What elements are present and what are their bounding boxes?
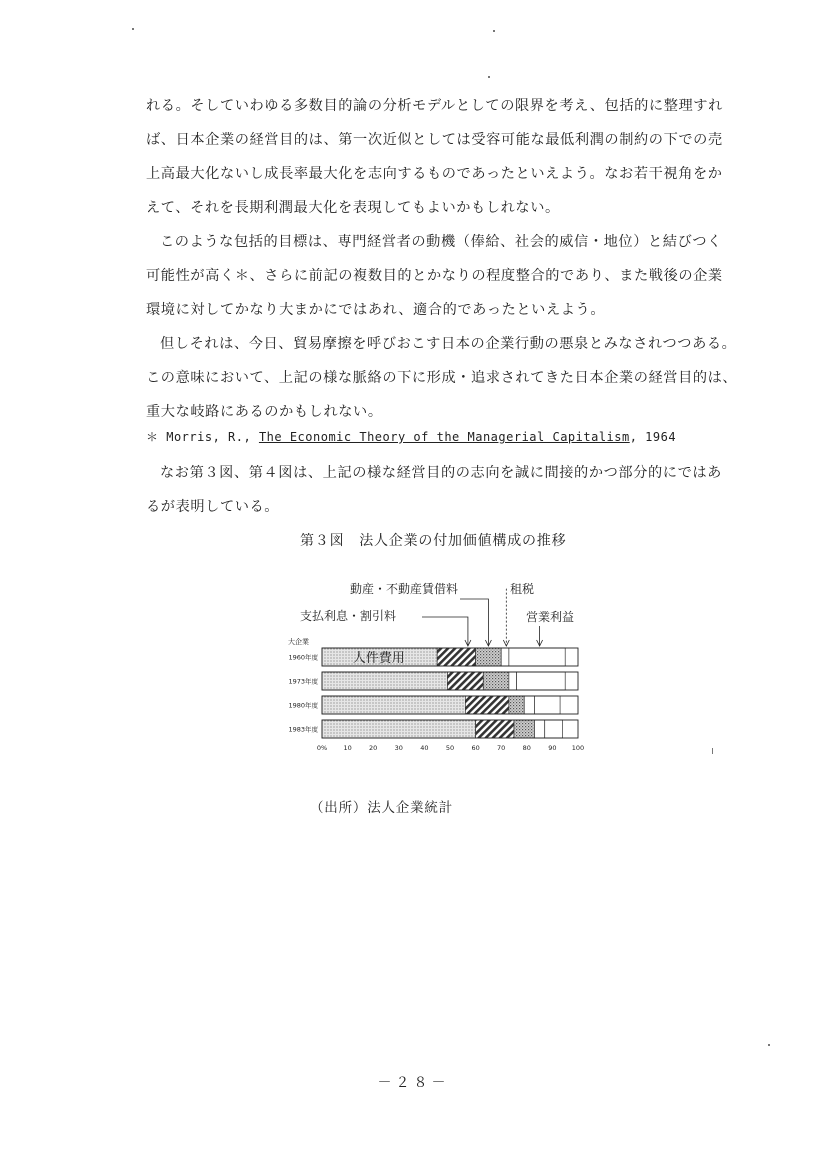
text-line: 可能性が高く＊、さらに前記の複数目的とかなりの程度整合的であり、また戦後の企業 (146, 268, 723, 284)
bar-segment (322, 696, 465, 714)
text-line: 重大な岐路にあるのかもしれない。 (146, 404, 383, 420)
x-tick-label: 0% (316, 744, 328, 752)
x-tick-label: 60 (471, 744, 480, 752)
legend-label: 営業利益 (526, 610, 575, 624)
paragraph-1 (146, 89, 756, 225)
text-line: ば、日本企業の経営目的は、第一次近似としては受容可能な最低利潤の制約の下での売 (146, 132, 723, 148)
text-line: 但しそれは、今日、貿易摩擦を呼びおこす日本の企業行動の悪泉とみなされつつある。 (160, 336, 737, 352)
text-line: このような包括的目標は、専門経営者の動機（俸給、社会的威信・地位）と結びつく (160, 234, 722, 250)
legend-leader-line (460, 599, 488, 646)
bars-layer (322, 648, 578, 738)
scan-speck (768, 1044, 770, 1046)
paragraph-4 (146, 456, 756, 524)
legend-leader-line (422, 617, 468, 646)
footnote-suffix: , 1964 (629, 430, 677, 444)
bar-segment (514, 720, 534, 738)
figure-title: 第３図 法人企業の付加価値構成の推移 (300, 533, 567, 549)
text-line: なお第３図、第４図は、上記の様な経営目的の志向を誠に間接的かつ部分的にではあ (160, 465, 722, 481)
x-tick-label: 100 (571, 744, 585, 752)
x-tick-label: 90 (548, 744, 557, 752)
category-label: 1973年度 (288, 677, 318, 686)
text-line: えて、それを長期利潤最大化を表現してもよいかもしれない。 (146, 200, 560, 216)
paragraph-2 (146, 225, 756, 327)
figure-source: （出所）法人企業統計 (310, 800, 453, 816)
legend-label: 租税 (510, 582, 535, 596)
legend-layer (300, 581, 574, 646)
legend-label: 支払利息・割引料 (300, 609, 397, 623)
bar-segment (545, 720, 563, 738)
scan-speck (132, 28, 134, 30)
category-label: 1980年度 (288, 701, 318, 710)
x-tick-label: 40 (420, 744, 429, 752)
bar-segment (501, 648, 509, 666)
footnote-prefix: ＊ Morris, R., (146, 430, 252, 444)
category-label: 1983年度 (288, 725, 318, 734)
x-tick-label: 50 (445, 744, 455, 752)
bar-segment (322, 672, 447, 690)
row-group-label: 大企業 (288, 638, 309, 646)
text-line: れる。そしていわゆる多数目的論の分析モデルとしての限界を考え、包括的に整理すれ (146, 98, 723, 114)
text-line: 環境に対してかなり大まかにではあれ、適合的であったといえよう。 (146, 302, 606, 318)
bar-segment (509, 648, 565, 666)
bar-annotation: 人件費用 (352, 651, 405, 666)
bar-segment (465, 696, 509, 714)
text-line: 上高最大化ないし成長率最大化を志向するものであったといえよう。なお若干視角をか (146, 166, 723, 182)
x-tick-label: 20 (369, 744, 378, 752)
bar-segment (476, 720, 514, 738)
category-label: 1960年度 (288, 653, 318, 662)
text-line: この意味において、上記の様な脈絡の下に形成・追求されてきた日本企業の経営目的は、 (146, 370, 738, 386)
text-line: るが表明している。 (146, 499, 280, 515)
x-tick-label: 30 (394, 744, 403, 752)
scan-speck (488, 76, 490, 78)
bar-segment (534, 720, 544, 738)
scan-speck (712, 748, 713, 754)
legend-label: 動産・不動産賃借料 (350, 582, 459, 596)
x-tick-label: 70 (497, 744, 506, 752)
x-tick-label: 10 (343, 744, 352, 752)
scan-speck (493, 30, 495, 32)
bar-segment (483, 672, 509, 690)
value-added-chart (270, 570, 600, 770)
paragraph-3 (146, 327, 756, 429)
x-tick-label: 80 (522, 744, 531, 752)
bar-segment (534, 696, 560, 714)
page-number: －２８－ (377, 1075, 450, 1091)
footnote (146, 428, 676, 445)
bar-segment (476, 648, 502, 666)
bar-segment (509, 672, 517, 690)
bar-segment (524, 696, 534, 714)
bar-segment (447, 672, 483, 690)
bar-segment (437, 648, 475, 666)
footnote-book-title: The Economic Theory of the Managerial Capitalism (258, 430, 630, 444)
bar-segment (322, 720, 476, 738)
bar-segment (509, 696, 524, 714)
bar-segment (517, 672, 566, 690)
